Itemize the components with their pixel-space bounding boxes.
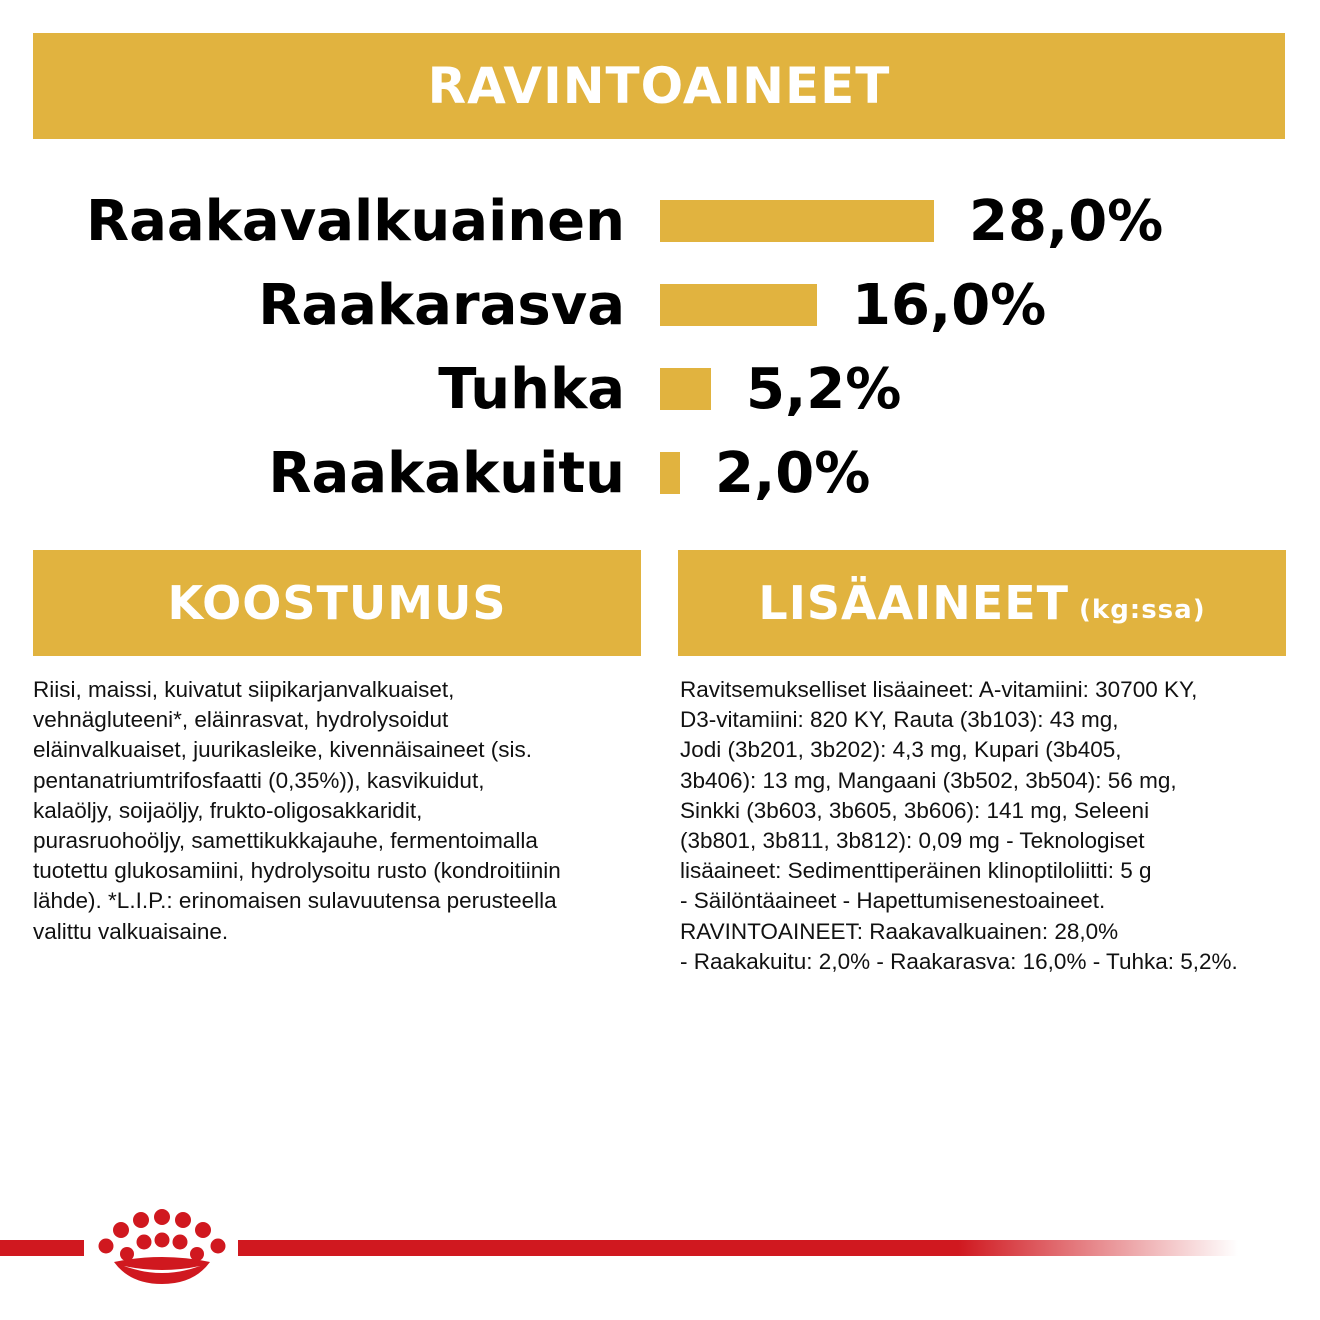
composition-banner (33, 550, 641, 656)
nutrient-row (0, 270, 1320, 342)
nutrient-label: Raakarasva (258, 273, 625, 338)
brand-line-left (0, 1240, 84, 1256)
text-line: 3b406): 13 mg, Mangaani (3b502, 3b504): 56 mg, (680, 767, 1177, 793)
nutrient-bar (660, 368, 711, 410)
nutrient-bar (660, 452, 680, 494)
nutrient-label: Tuhka (438, 357, 625, 422)
text-line: lisäaineet: Sedimenttiperäinen klinoptiloliitti: 5 g (680, 858, 1152, 884)
text-line: tuotettu glukosamiini, hydrolysoitu rusto (kondroitiinin (33, 858, 561, 884)
additives-title: LISÄAINEET (758, 576, 1070, 630)
text-line: - Säilöntäaineet - Hapettumisenestoaineet. (680, 888, 1106, 914)
nutrient-value: 5,2% (746, 357, 902, 422)
nutrients-title: RAVINTOAINEET (427, 57, 891, 115)
additives-text (680, 675, 1290, 977)
nutrient-value: 16,0% (852, 273, 1047, 338)
text-line: kalaöljy, soijaöljy, frukto-oligosakkaridit, (33, 797, 423, 823)
text-line: - Raakakuitu: 2,0% - Raakarasva: 16,0% - Tuhka: 5,2%. (680, 948, 1238, 974)
additives-banner (678, 550, 1286, 656)
nutrients-banner (33, 33, 1285, 139)
composition-title: KOOSTUMUS (167, 576, 507, 630)
nutrient-row (0, 186, 1320, 258)
nutrient-row (0, 438, 1320, 510)
text-line: RAVINTOAINEET: Raakavalkuainen: 28,0% (680, 918, 1119, 944)
text-line: purasruohoöljy, samettikukkajauhe, fermentoimalla (33, 828, 538, 854)
royal-canin-crown-icon (94, 1208, 230, 1284)
text-line: Riisi, maissi, kuivatut siipikarjanvalkuaiset, (33, 677, 455, 702)
text-line: (3b801, 3b811, 3b812): 0,09 mg - Teknologiset (680, 828, 1145, 854)
text-line: D3-vitamiini: 820 KY, Rauta (3b103): 43 mg, (680, 707, 1119, 733)
text-line: Sinkki (3b603, 3b605, 3b606): 141 mg, Seleeni (680, 797, 1150, 823)
text-line: eläinvalkuaiset, juurikasleike, kivennäisaineet (sis. (33, 737, 532, 763)
text-line: vehnägluteeni*, eläinrasvat, hydrolysoidut (33, 707, 449, 733)
text-line: pentanatriumtrifosfaatti (0,35%)), kasvikuidut, (33, 767, 485, 793)
brand-line-right (238, 1240, 1238, 1256)
nutrient-value: 2,0% (715, 441, 871, 506)
nutrient-value: 28,0% (969, 189, 1164, 254)
text-line: lähde). *L.I.P.: erinomaisen sulavuutensa perusteella (33, 888, 557, 914)
text-line: Ravitsemukselliset lisäaineet: A-vitamiini: 30700 KY, (680, 677, 1198, 702)
nutrient-bar (660, 284, 817, 326)
additives-unit: (kg:ssa) (1079, 595, 1206, 625)
text-line: valittu valkuaisaine. (33, 918, 229, 944)
nutrient-bar (660, 200, 934, 242)
nutrient-label: Raakavalkuainen (85, 189, 625, 254)
text-line: Jodi (3b201, 3b202): 4,3 mg, Kupari (3b405, (680, 737, 1122, 763)
composition-text (33, 675, 641, 947)
nutrient-row (0, 354, 1320, 426)
nutrient-label: Raakakuitu (268, 441, 625, 506)
